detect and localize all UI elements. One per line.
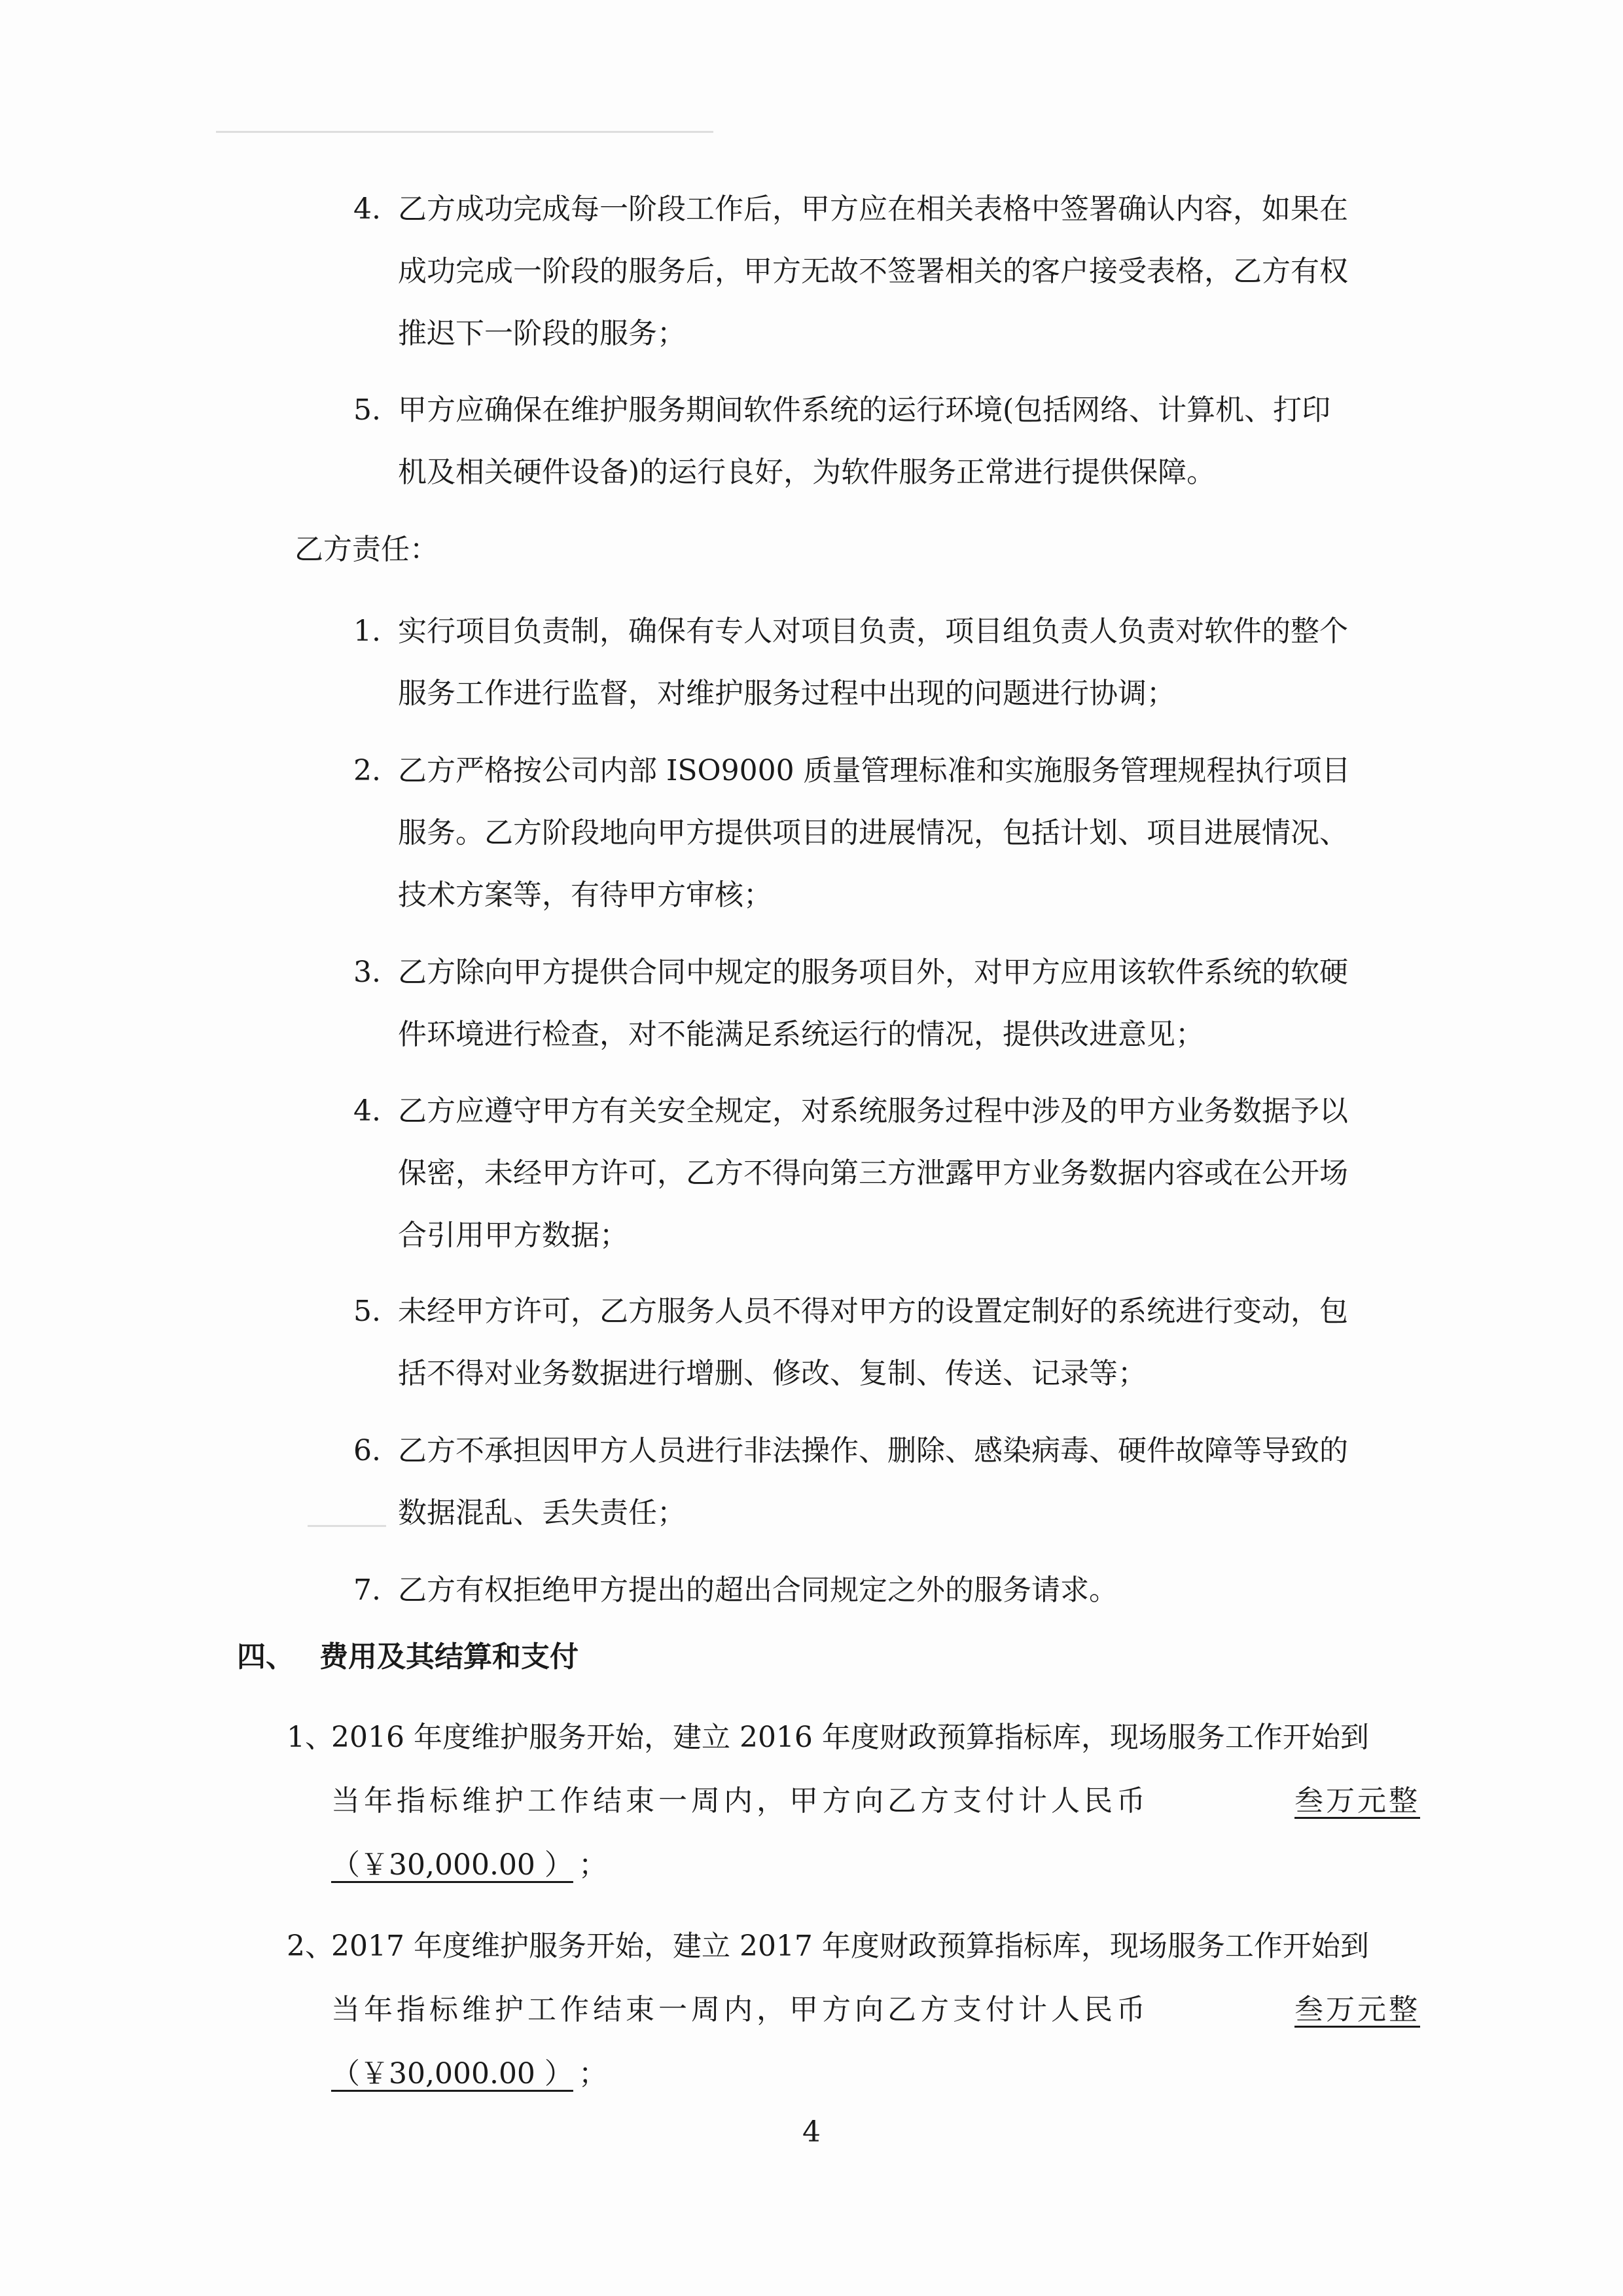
party-b-item-1-number: 1. — [353, 615, 381, 648]
party-a-item-4-line: 乙方成功完成每一阶段工作后，甲方应在相关表格中签署确认内容，如果在 — [398, 192, 1348, 226]
party-b-item-2-line: 服务。乙方阶段地向甲方提供项目的进展情况，包括计划、项目进展情况、 — [398, 816, 1348, 850]
payment-1-line: 当年指标维护工作结束一周内，甲方向乙方支付计人民币 — [331, 1784, 1149, 1818]
party-a-item-4-line: 推迟下一阶段的服务； — [398, 317, 686, 350]
payment-2-number: 2、 — [287, 1929, 334, 1963]
party-b-heading: 乙方责任： — [294, 533, 438, 566]
payment-1-amount-number: （￥30,000.00 ） — [331, 1848, 573, 1882]
party-b-item-3-line: 件环境进行检查，对不能满足系统运行的情况，提供改进意见； — [398, 1018, 1204, 1051]
party-a-item-4-number: 4. — [353, 192, 381, 226]
party-a-item-5-line: 甲方应确保在维护服务期间软件系统的运行环境(包括网络、计算机、打印 — [398, 393, 1331, 427]
party-b-item-1-line: 服务工作进行监督，对维护服务过程中出现的问题进行协调； — [398, 677, 1175, 710]
party-b-item-2-line: 技术方案等，有待甲方审核； — [398, 878, 772, 912]
party-b-item-4-line: 合引用甲方数据； — [398, 1219, 628, 1252]
payment-1-amount-words: 叁万元整 — [1294, 1784, 1420, 1818]
payment-1-line: 2016 年度维护服务开始，建立 2016 年度财政预算指标库，现场服务工作开始到 — [331, 1721, 1369, 1754]
page-number: 4 — [802, 2115, 821, 2149]
party-b-item-3-number: 3. — [353, 956, 381, 989]
payment-1-number: 1、 — [287, 1721, 334, 1754]
payment-2-amount-words: 叁万元整 — [1294, 1993, 1420, 2026]
party-b-item-5-line: 括不得对业务数据进行增删、修改、复制、传送、记录等； — [398, 1357, 1147, 1390]
payment-2-amount-number: （￥30,000.00 ） — [331, 2057, 573, 2090]
party-b-item-5-number: 5. — [353, 1295, 381, 1328]
scan-artifact — [216, 131, 713, 133]
payment-2-line: 当年指标维护工作结束一周内，甲方向乙方支付计人民币 — [331, 1993, 1149, 2026]
party-b-item-6-line: 数据混乱、丢失责任； — [398, 1496, 686, 1530]
party-b-item-6-number: 6. — [353, 1434, 381, 1467]
party-a-item-4-line: 成功完成一阶段的服务后，甲方无故不签署相关的客户接受表格，乙方有权 — [398, 255, 1348, 288]
payment-2-line: 2017 年度维护服务开始，建立 2017 年度财政预算指标库，现场服务工作开始到 — [331, 1929, 1369, 1963]
scan-artifact — [308, 1525, 386, 1527]
payment-2-punctuation: ； — [579, 2057, 607, 2090]
party-b-item-1-line: 实行项目负责制，确保有专人对项目负责，项目组负责人负责对软件的整个 — [398, 615, 1348, 648]
party-b-item-7-number: 7. — [353, 1573, 381, 1607]
party-b-item-3-line: 乙方除向甲方提供合同中规定的服务项目外，对甲方应用该软件系统的软硬 — [398, 956, 1348, 989]
party-b-item-2-number: 2. — [353, 754, 381, 787]
section-4-number: 四、 — [237, 1640, 294, 1674]
party-b-item-4-line: 保密，未经甲方许可，乙方不得向第三方泄露甲方业务数据内容或在公开场 — [398, 1157, 1348, 1190]
payment-1-punctuation: ； — [579, 1848, 607, 1882]
party-b-item-4-line: 乙方应遵守甲方有关安全规定，对系统服务过程中涉及的甲方业务数据予以 — [398, 1094, 1348, 1128]
section-4-title: 费用及其结算和支付 — [319, 1640, 579, 1674]
party-a-item-5-line: 机及相关硬件设备)的运行良好，为软件服务正常进行提供保障。 — [398, 456, 1216, 489]
party-b-item-4-number: 4. — [353, 1094, 381, 1128]
party-b-item-5-line: 未经甲方许可，乙方服务人员不得对甲方的设置定制好的系统进行变动，包 — [398, 1295, 1348, 1328]
party-b-item-6-line: 乙方不承担因甲方人员进行非法操作、删除、感染病毒、硬件故障等导致的 — [398, 1434, 1348, 1467]
party-b-item-2-line: 乙方严格按公司内部 ISO9000 质量管理标准和实施服务管理规程执行项目 — [398, 754, 1351, 787]
party-a-item-5-number: 5. — [353, 393, 381, 427]
party-b-item-7-line: 乙方有权拒绝甲方提出的超出合同规定之外的服务请求。 — [398, 1573, 1118, 1607]
